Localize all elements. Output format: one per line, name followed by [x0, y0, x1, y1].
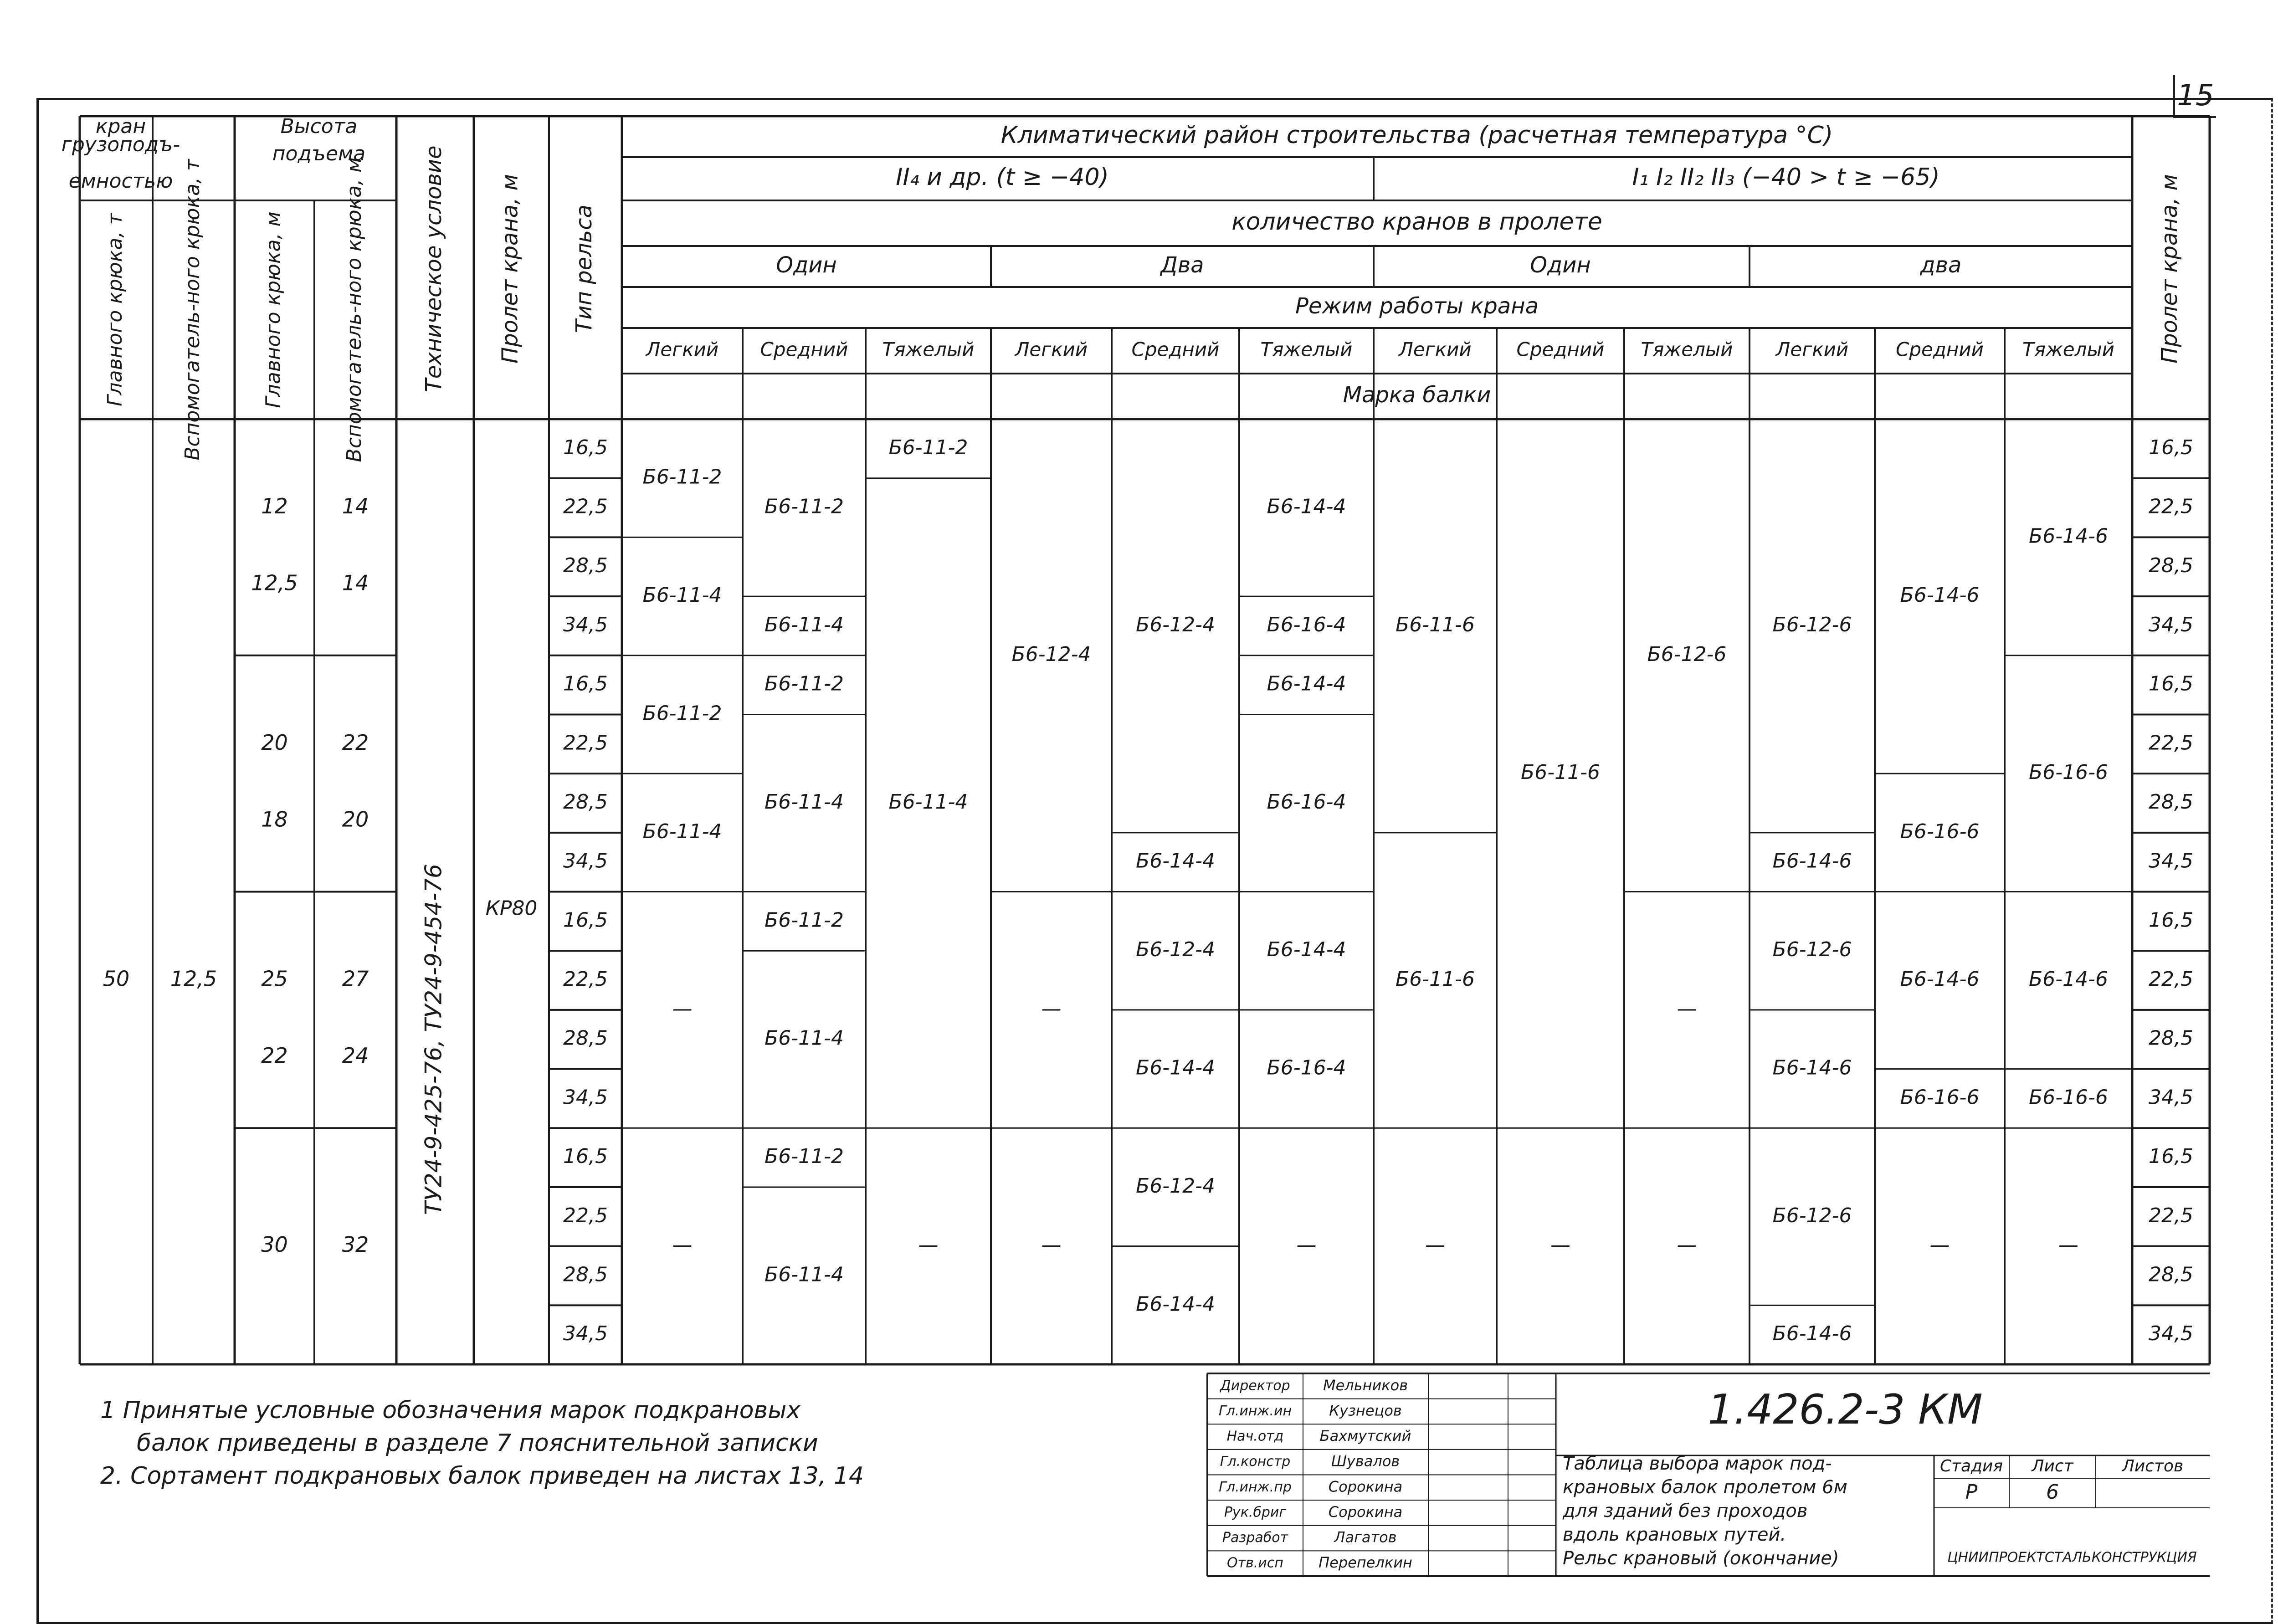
- sheet-label: Лист: [2032, 1457, 2073, 1475]
- beam-mark: Б6-16-6: [2029, 761, 2108, 784]
- beam-mark: Б6-11-4: [764, 1026, 844, 1050]
- document-code: 1.426.2-3 КМ: [1708, 1385, 1983, 1434]
- beam-mark: Б6-14-6: [1772, 1056, 1852, 1080]
- empty-cell-dash: —: [672, 997, 693, 1020]
- beam-mark: Б6-16-6: [1900, 820, 1980, 843]
- header-tech-condition: Техническое условие: [421, 145, 446, 392]
- beam-mark: Б6-14-4: [1136, 1292, 1215, 1316]
- beam-mark: Б6-12-6: [1772, 938, 1852, 962]
- header-mode-cell: Средний: [1131, 338, 1220, 361]
- beam-mark: Б6-14-4: [1136, 1056, 1215, 1080]
- aux-hook-height: 20: [342, 807, 369, 832]
- header-mode-cell: Тяжелый: [1641, 338, 1733, 361]
- notes: [100, 1394, 1148, 1492]
- beam-mark: Б6-11-2: [642, 465, 722, 489]
- span-value: 34,5: [563, 1322, 608, 1346]
- header-main-hook-t: Главного крюка, т: [103, 213, 127, 406]
- drawing-title: для зданий без проходов: [1563, 1501, 1808, 1522]
- capacity-aux: 12,5: [170, 966, 217, 991]
- aux-hook-height: 14: [342, 494, 369, 519]
- beam-mark: Б6-11-2: [642, 702, 722, 725]
- note-1-cont: балок приведены в разделе 7 пояснительной записки: [137, 1429, 818, 1457]
- header-crane: кран: [95, 115, 146, 138]
- span-value: 34,5: [563, 613, 608, 636]
- main-hook-height: 20: [261, 730, 288, 755]
- header-mode-cell: Средний: [760, 338, 848, 361]
- beam-mark: Б6-16-4: [1267, 790, 1346, 814]
- header-lift-height-2: подъема: [272, 142, 366, 165]
- empty-cell-dash: —: [1425, 1233, 1445, 1257]
- drawing-title: Рельс крановый (окончание): [1563, 1548, 1839, 1569]
- beam-mark: Б6-12-4: [1136, 938, 1215, 962]
- beam-mark: Б6-14-6: [1900, 968, 1980, 991]
- header-aux-hook-m: Вспомогатель-ного крюка, м: [343, 157, 366, 462]
- span-value: 34,5: [563, 1086, 608, 1109]
- beam-mark: Б6-12-4: [1011, 642, 1091, 666]
- aux-hook-height: 24: [342, 1043, 369, 1068]
- title-role: Директор: [1220, 1378, 1290, 1394]
- beam-mark: Б6-14-4: [1136, 849, 1215, 873]
- header-climate-region: Климатический район строительства (расчетная температура °C): [1000, 122, 1833, 149]
- empty-cell-dash: —: [1929, 1233, 1950, 1257]
- span-value: 22,5: [563, 495, 608, 518]
- empty-cell-dash: —: [1677, 1233, 1697, 1257]
- beam-mark: Б6-11-4: [642, 584, 722, 607]
- beam-mark: Б6-14-6: [1900, 584, 1980, 607]
- span-value-right: 28,5: [2149, 790, 2193, 814]
- span-value: 22,5: [563, 968, 608, 991]
- sheet-value: 6: [2046, 1481, 2059, 1504]
- page-number: 15: [2173, 75, 2216, 118]
- span-value-right: 22,5: [2149, 731, 2193, 755]
- main-hook-height: 30: [261, 1232, 288, 1257]
- span-value-right: 22,5: [2149, 1204, 2193, 1227]
- span-value: 16,5: [563, 672, 608, 696]
- empty-cell-dash: —: [1550, 1233, 1570, 1257]
- main-hook-height: 12,5: [251, 570, 298, 595]
- drawing-title: вдоль крановых путей.: [1563, 1524, 1786, 1545]
- rail-type-value: КР80: [485, 897, 538, 920]
- empty-cell-dash: —: [1041, 997, 1062, 1020]
- beam-mark: Б6-16-6: [1900, 1086, 1980, 1109]
- main-hook-height: 22: [261, 1043, 288, 1068]
- title-name: Мельников: [1323, 1376, 1408, 1394]
- header-crane-span: Пролет крана, м: [497, 174, 523, 364]
- main-hook-height: 12: [261, 494, 288, 519]
- title-name: Лагатов: [1334, 1528, 1397, 1546]
- header-aux-hook-t: Вспомогатель-ного крюка, т: [181, 159, 204, 461]
- title-name: Перепелкин: [1319, 1554, 1412, 1572]
- title-role: Рук.бриг: [1224, 1504, 1287, 1521]
- header-region-b: I₁ I₂ II₂ II₃ (−40 > t ≥ −65): [1632, 164, 1940, 191]
- span-value-right: 16,5: [2149, 435, 2193, 459]
- span-value: 28,5: [563, 790, 608, 814]
- header-mode-cell: Легкий: [1775, 338, 1849, 361]
- beam-mark: Б6-16-6: [2029, 1086, 2108, 1109]
- span-value-right: 22,5: [2149, 495, 2193, 518]
- beam-mark: Б6-11-4: [642, 820, 722, 843]
- header-one-b: Один: [1530, 252, 1591, 278]
- beam-mark: Б6-14-4: [1267, 938, 1346, 962]
- beam-mark: Б6-11-6: [1521, 761, 1600, 784]
- span-value-right: 34,5: [2149, 613, 2193, 636]
- organization-name: ЦНИИПРОЕКТСТАЛЬКОНСТРУКЦИЯ: [1947, 1549, 2197, 1566]
- beam-mark: Б6-12-6: [1772, 1204, 1852, 1227]
- note-2: 2. Сортамент подкрановых балок приведен на листах 13, 14: [100, 1462, 864, 1490]
- empty-cell-dash: —: [1677, 997, 1697, 1020]
- beam-mark: Б6-16-4: [1267, 1056, 1346, 1080]
- header-two-b: два: [1920, 252, 1962, 278]
- beam-mark: Б6-14-4: [1267, 495, 1346, 518]
- header-mode-cell: Тяжелый: [2022, 338, 2114, 361]
- header-crane-count: количество кранов в пролете: [1231, 208, 1602, 236]
- beam-mark: Б6-12-4: [1136, 1174, 1215, 1198]
- beam-mark: Б6-14-6: [1772, 849, 1852, 873]
- span-value-right: 28,5: [2149, 1026, 2193, 1050]
- header-capacity: грузоподъ-: [61, 133, 180, 156]
- title-name: Кузнецов: [1329, 1402, 1402, 1419]
- tech-condition-value: ТУ24-9-425-76, ТУ24-9-454-76: [420, 864, 447, 1215]
- empty-cell-dash: —: [1041, 1233, 1062, 1257]
- main-hook-height: 25: [261, 966, 288, 991]
- header-mode-cell: Тяжелый: [882, 338, 975, 361]
- header-mode-cell: Средний: [1896, 338, 1984, 361]
- span-value: 28,5: [563, 554, 608, 578]
- beam-mark: Б6-12-6: [1772, 613, 1852, 636]
- beam-mark: Б6-11-4: [888, 790, 968, 814]
- aux-hook-height: 32: [342, 1232, 369, 1257]
- span-value: 22,5: [563, 731, 608, 755]
- drawing-title: крановых балок пролетом 6м: [1563, 1477, 1847, 1498]
- beam-mark: Б6-11-6: [1396, 613, 1475, 636]
- aux-hook-height: 22: [342, 730, 369, 755]
- empty-cell-dash: —: [1296, 1233, 1317, 1257]
- header-rail-type: Тип рельса: [571, 205, 597, 333]
- span-value-right: 22,5: [2149, 968, 2193, 991]
- header-one-a: Один: [776, 252, 837, 278]
- beam-mark: Б6-11-6: [1396, 968, 1475, 991]
- span-value-right: 34,5: [2149, 1086, 2193, 1109]
- title-role: Нач.отд: [1226, 1428, 1284, 1445]
- beam-mark: Б6-11-4: [764, 790, 844, 814]
- title-name: Шувалов: [1331, 1452, 1400, 1470]
- header-mode: Режим работы крана: [1295, 293, 1539, 319]
- header-capacity-2: емностью: [68, 169, 173, 193]
- header-mode-cell: Легкий: [1015, 338, 1088, 361]
- beam-mark: Б6-11-2: [764, 495, 844, 518]
- title-name: Бахмутский: [1319, 1427, 1411, 1445]
- beam-mark: Б6-16-4: [1267, 613, 1346, 636]
- span-value-right: 28,5: [2149, 1263, 2193, 1286]
- note-1: 1 Принятые условные обозначения марок подкрановых: [100, 1397, 801, 1424]
- span-value: 16,5: [563, 1145, 608, 1168]
- title-role: Гл.инж.пр: [1219, 1479, 1292, 1495]
- beam-mark: Б6-11-2: [888, 435, 968, 459]
- span-value: 28,5: [563, 1026, 608, 1050]
- beam-mark: Б6-11-2: [764, 672, 844, 696]
- span-value: 34,5: [563, 849, 608, 873]
- title-role: Гл.инж.ин: [1218, 1403, 1292, 1419]
- span-value-right: 34,5: [2149, 1322, 2193, 1346]
- aux-hook-height: 14: [342, 570, 369, 595]
- header-mode-cell: Средний: [1516, 338, 1605, 361]
- span-value-right: 28,5: [2149, 554, 2193, 578]
- beam-mark: Б6-11-2: [764, 1145, 844, 1168]
- sheets-label: Листов: [2122, 1457, 2184, 1475]
- title-name: Сорокина: [1328, 1503, 1403, 1521]
- title-role: Разработ: [1222, 1530, 1288, 1546]
- span-value: 16,5: [563, 908, 608, 932]
- beam-mark: Б6-12-6: [1647, 642, 1727, 666]
- capacity-main: 50: [103, 966, 130, 991]
- beam-mark: Б6-14-4: [1267, 672, 1346, 696]
- header-region-a: II₄ и др. (t ≥ −40): [896, 164, 1109, 191]
- span-value-right: 16,5: [2149, 908, 2193, 932]
- beam-mark: Б6-12-4: [1136, 613, 1215, 636]
- beam-mark: Б6-11-4: [764, 1263, 844, 1286]
- header-mode-cell: Легкий: [646, 338, 719, 361]
- beam-mark: Б6-14-6: [2029, 524, 2108, 548]
- span-value-right: 34,5: [2149, 849, 2193, 873]
- main-hook-height: 18: [261, 807, 288, 832]
- title-role: Отв.исп: [1227, 1555, 1283, 1571]
- aux-hook-height: 27: [342, 966, 369, 991]
- empty-cell-dash: —: [672, 1233, 693, 1257]
- header-mode-cell: Тяжелый: [1260, 338, 1353, 361]
- stage-label: Стадия: [1939, 1457, 2003, 1475]
- beam-mark: Б6-11-4: [764, 613, 844, 636]
- title-role: Гл.констр: [1220, 1454, 1291, 1470]
- header-lift-height: Высота: [280, 115, 358, 138]
- span-value-right: 16,5: [2149, 1145, 2193, 1168]
- span-value: 28,5: [563, 1263, 608, 1286]
- drawing-title: Таблица выбора марок под-: [1563, 1453, 1832, 1474]
- header-beam-mark: Марка балки: [1343, 382, 1491, 408]
- header-main-hook-m: Главного крюка, м: [262, 211, 285, 408]
- span-value: 22,5: [563, 1204, 608, 1227]
- span-value-right: 16,5: [2149, 672, 2193, 696]
- span-value: 16,5: [563, 435, 608, 459]
- header-mode-cell: Легкий: [1399, 338, 1472, 361]
- empty-cell-dash: —: [918, 1233, 939, 1257]
- beam-mark: Б6-14-6: [1772, 1322, 1852, 1346]
- header-two-a: Два: [1160, 252, 1204, 278]
- title-name: Сорокина: [1328, 1478, 1403, 1496]
- empty-cell-dash: —: [2058, 1233, 2078, 1257]
- beam-mark: Б6-11-2: [764, 908, 844, 932]
- stage-value: Р: [1965, 1481, 1978, 1504]
- header-span-right: Пролет крана, м: [2157, 174, 2182, 364]
- beam-mark: Б6-14-6: [2029, 968, 2108, 991]
